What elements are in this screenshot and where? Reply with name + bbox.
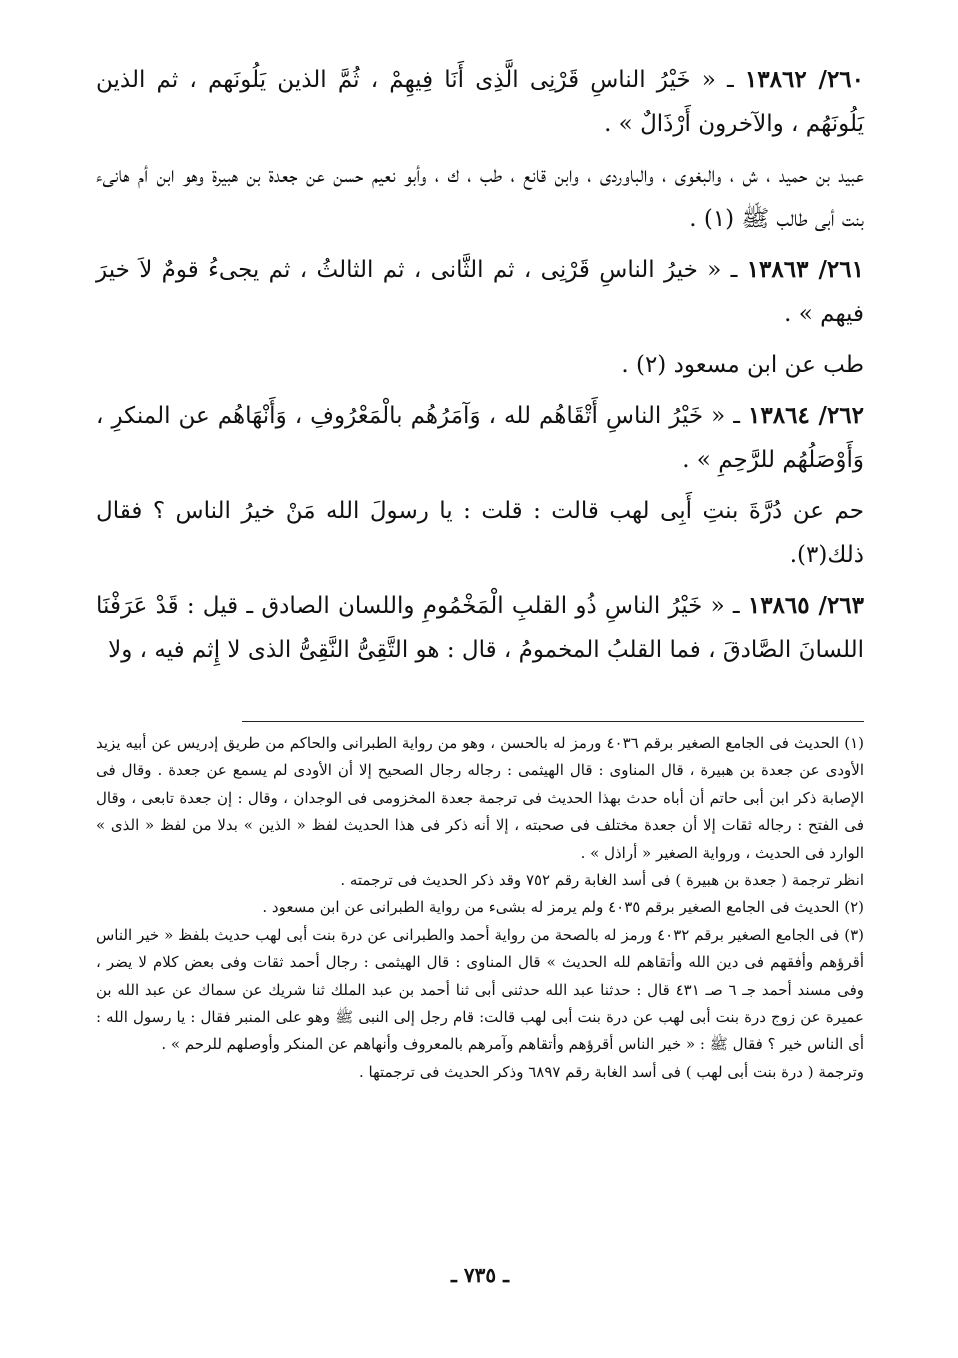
- footnote-1: (١) الحديث فى الجامع الصغير برقم ٤٠٣٦ ورمز له بالحسن ، وهو من رواية الطبرانى والحاكم من طريق إدريس عن أبيه يزيد الأودى عن جعدة بن هبيرة ، قال المناوى : قال الهيثمى : رجاله رجال الصحيح إلا أن الأودى لم يسمع عن جعدة . وقال فى الإصابة ذكر ابن أبى حاتم أن أباه حدث بهذا الحديث فى ترجمة جعدة المخزومى فى الوجدان ، وقال : إن جعدة تابعى ، وقال فى الفتح : رجاله ثقات إلا أن جعدة مختلف فى صحبته ، إلا أنه ذكر فى هذا الحديث لفظ « الذين » بدلا من لفظ « الذى » الوارد فى الحديث ، ورواية الصغير « أراذل » .: [96, 734, 864, 862]
- document-page: [96, 58, 864, 1318]
- hadith-263: [96, 584, 864, 672]
- footnotes: [96, 730, 864, 1086]
- footnote-3: (٣) فى الجامع الصغير برقم ٤٠٣٢ ورمز له بالصحة من رواية أحمد والطبرانى عن درة بنت أبى لهب حديث بلفظ « خير الناس أقرؤهم وأفقهم فى دين الله وأتقاهم لله الحديث » قال المناوى : قال الهيثمى : رجال أحمد ثقات وفى بعض كلام لا يضر ، وفى مسند أحمد جـ ٦ صـ ٤٣١ قال : حدثنا عبد الله حدثنى أبى ثنا أحمد بن عبد الملك ثنا شريك عن سماك عن عبد الله بن عميرة عن زوج درة بنت أبى لهب عن درة بنت أبى لهب قالت: قام رجل إلى النبى ﷺ وهو على المنبر فقال : يا رسول الله : أى الناس خير ؟ فقال ﷺ : « خير الناس أقرؤهم وأتقاهم وآمرهم بالمعروف وأنهاهم عن المنكر وأوصلهم للرحم » .: [96, 925, 865, 1054]
- hadith-text: ـ « خيرُ الناسِ قَرْنِى ، ثم الثَّانى ، ثم الثالثُ ، ثم يجىءُ قومٌ لاَ خيرَ فيهم » .: [96, 257, 864, 327]
- hadith-260-sources: عبيد بن حميد ، ش ، والبغوى ، والباوردى ، وابن قانع ، طب ، ك ، وأبو نعيم حسن عن جعدة بن هبيرة وهو ابن أم هانىء بنت أبى طالب ﷺ (١) .: [96, 162, 864, 232]
- hadith-262-sources: حم عن دُرَّةَ بنتِ أَبِى لهب قالت : قلت : يا رسولَ الله مَنْ خيرُ الناس ؟ فقال ذلك(٣).: [96, 498, 864, 568]
- hadith-262: [96, 394, 864, 482]
- footnote-3-reference: وترجمة ( درة بنت أبى لهب ) فى أسد الغابة رقم ٦٨٩٧ وذكر الحديث فى ترجمتها .: [358, 1062, 864, 1081]
- hadith-number: ٢٦١/ ١٣٨٦٣: [746, 256, 864, 283]
- hadith-261-sources: طب عن ابن مسعود (٢) .: [621, 352, 864, 378]
- footnote-1-reference: انظر ترجمة ( جعدة بن هبيرة ) فى أسد الغابة رقم ٧٥٢ وقد ذكر الحديث فى ترجمته .: [340, 871, 864, 890]
- main-text: [96, 58, 864, 672]
- hadith-number: ٢٦٣/ ١٣٨٦٥: [747, 592, 864, 619]
- hadith-text: ـ « خَيْرُ الناسِ ذُو القلبِ الْمَخْمُومِ واللسان الصادق ـ قيل : قَدْ عَرَفْنَا اللسانَ الصَّادقَ ، فما القلبُ المخمومُ ، قال : هو التَّقِىُّ النَّقِىُّ الذى لا إِثم فيه ، ولا: [96, 593, 864, 663]
- hadith-261: [96, 248, 864, 336]
- hadith-number: ٢٦٢/ ١٣٨٦٤: [748, 402, 864, 429]
- hadith-number: ٢٦٠/ ١٣٨٦٢: [744, 66, 864, 93]
- hadith-text: ـ « خَيْرُ الناسِ قَرْنِى الَّذِى أَنَا فِيهِمْ ، ثُمَّ الذين يَلُونَهم ، ثم الذين يَلُونَهُم ، والآخرون أَرْذَالٌ » .: [96, 67, 864, 137]
- hadith-text: ـ « خَيْرُ الناسِ أَتْقَاهُم لله ، وَآمَرُهُم بالْمَعْرُوفِ ، وَأَنْهَاهُم عن المنكرِ ، وَأَوْصَلُهُم للرَّحِمِ » .: [96, 403, 864, 473]
- footnote-2: (٢) الحديث فى الجامع الصغير برقم ٤٠٣٥ ولم يرمز له بشىء من رواية الطبرانى عن ابن مسعود .: [262, 898, 864, 917]
- footnote-separator: [242, 721, 864, 722]
- page-number: ـ ٧٣٥ ـ: [451, 1263, 509, 1287]
- hadith-260: [96, 58, 864, 146]
